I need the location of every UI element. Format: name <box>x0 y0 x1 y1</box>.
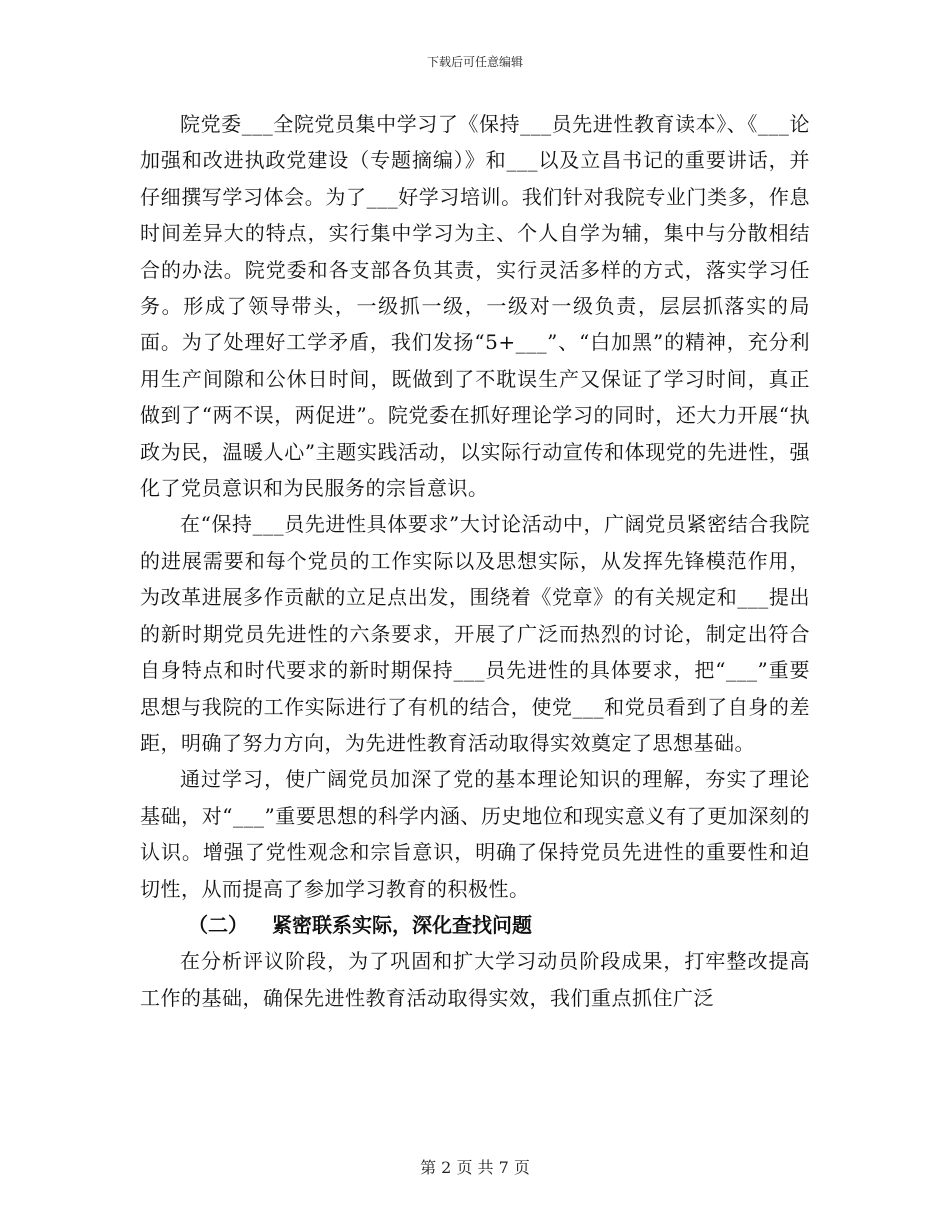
section-heading <box>140 907 810 943</box>
paragraph-results: 通过学习，使广阔党员加深了党的基本理论知识的理解，夯实了理论基础，对“___”重要思想的科学内涵、历史地位和现实意义有了更加深刻的认识。增强了党性观念和宗旨意识，明确了保持党员先进性的重要性和迫切性，从而提高了参加学习教育的积极性。 <box>140 767 810 901</box>
paragraph-discussion: 在“保持___员先进性具体要求”大讨论活动中，广阔党员紧密结合我院的进展需要和每个党员的工作实际以及思想实际，从发挥先锋模范作用，为改革进展多作贡献的立足点出发，围绕着《党章》的有关规定和___提出的新时期党员先进性的六条要求，开展了广泛而热烈的讨论，制定出符合自身特点和时代要求的新时期保持___员先进性的具体要求，把“___”重要思想与我院的工作实际进行了有机的结合，使党___和党员看到了自身的差距，明确了努力方向，为先进性教育活动取得实效奠定了思想基础。 <box>140 512 810 755</box>
paragraph-study: 院党委___全院党员集中学习了《保持___员先进性教育读本》、《___论加强和改进执政党建设（专题摘编）》和___以及立昌书记的重要讲话，并仔细撰写学习体会。为了___好学习培训。我们针对我院专业门类多，作息时间差异大的特点，实行集中学习为主、个人自学为辅，集中与分散相结合的办法。院党委和各支部各负其责，实行灵活多样的方式，落实学习任务。形成了领导带头，一级抓一级，一级对一级负责，层层抓落实的局面。为了处理好工学矛盾，我们发扬“5+___”、“白加黑”的精神，充分利用生产间隙和公休日时间，既做到了不耽误生产又保证了学习时间，真正做到了“两不误，两促进”。院党委在抓好理论学习的同时，还大力开展“执政为民，温暖人心”主题实践活动，以实际行动宣传和体现党的先进性，强化了党员意识和为民服务的宗旨意识。 <box>140 112 810 501</box>
section-heading-number: （二） <box>188 912 248 937</box>
page-footer: 第 2 页 共 7 页 <box>420 1158 530 1177</box>
paragraph-analysis: 在分析评议阶段，为了巩固和扩大学习动员阶段成果，打牢整改提高工作的基础，确保先进性教育活动取得实效，我们重点抓住广泛 <box>140 949 810 1010</box>
document-body <box>140 106 810 1016</box>
page-header: 下载后可任意编辑 <box>426 55 523 69</box>
section-heading-title: 紧密联系实际，深化查找问题 <box>272 912 532 937</box>
